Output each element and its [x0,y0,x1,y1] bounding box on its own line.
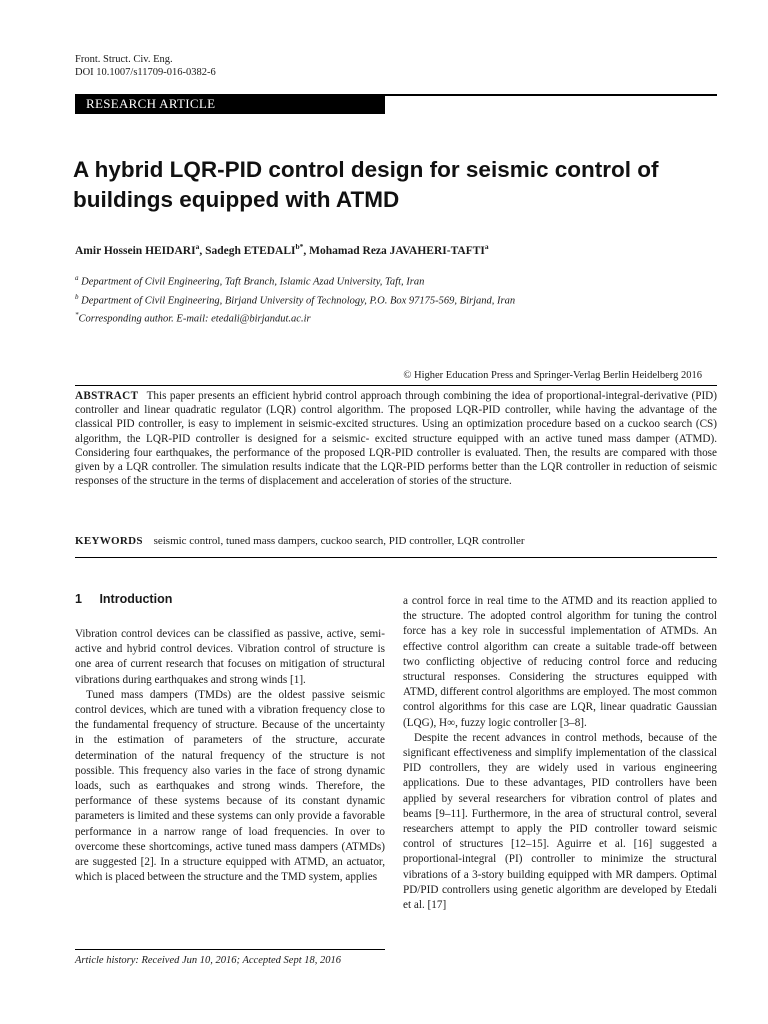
affiliation-text: Department of Civil Engineering, Taft Branch, Islamic Azad University, Taft, Iran [81,276,425,288]
right-column [403,594,717,913]
author-name: Amir Hossein HEIDARI [75,244,196,257]
author-list: Amir Hossein HEIDARI$^a$, Sadegh $ETEDALI^{b*}$, Mohamad Reza JAVAHERI-TAFTI$^a$ [75,242,489,257]
author-sup: a [195,242,200,251]
affiliation-mark: b [75,293,79,301]
keywords-text: seismic control, tuned mass dampers, cuckoo search, PID controller, LQR controller [153,535,525,547]
affiliation-text: Corresponding author. E-mail: etedali@birjandut.ac.ir [78,313,311,325]
abstract [75,389,717,488]
author-sup: a [484,242,489,251]
journal-name: Front. Struct. Civ. Eng. [75,54,173,65]
left-column [75,627,385,885]
author-sup: b* [295,242,304,251]
keywords [75,535,525,547]
doi: DOI 10.1007/s11709-016-0382-6 [75,67,216,78]
paragraph: Despite the recent advances in control methods, because of the significant effectiveness and simplify implementation of the classical PID controllers, they are widely used in various engineering applications. Due to these advantages, PID controllers have been applied by several researchers for vibration control of plates and beams [9–11]. Furthermore, in the area of structural control, several researchers attempt to apply the PID controller toward seismic control of structures [12–15]. Aguirre et al. [16] suggested a proportional-integral (PI) controller to minimize the structural vibrations of a 3-story building equipped with MR dampers. Optimal PD/PID controllers using genetic algorithm are developed by Etedali et al. [17] [403,731,717,912]
paragraph: Tuned mass dampers (TMDs) are the oldest passive seismic control devices, which are tuned with a vibration frequency close to the fundamental frequency of structure. Because of the uncertainty in the estimation of parameters of the structure, accurate determination of the natural frequency of the structure is not possible. This frequency also varies in the face of strong dynamic loads, such as earthquakes and strong winds. Therefore, the performance of these systems because of its constant dynamic parameters is limited and these systems can only provide a favorable performance in a narrow range of load frequencies. In over to overcome these shortcomings, active tuned mass dampers (ATMDs) are suggested [2]. In a structure equipped with ATMD, an actuator, which is placed between the structure and the TMD system, applies [75,688,385,884]
section-heading [75,592,172,606]
section-number: 1 [75,592,82,606]
section-title: Introduction [99,592,173,606]
abstract-text: This paper presents an efficient hybrid control approach through combining the idea of proportional-integral-derivative (PID) controller and linear quadratic regulator (LQR) control algorithm. The proposed LQR-PID controller, while having the advantage of the classical PID controller, is easy to implement in seismic-excited structures. Using an optimization procedure based on a cuckoo search (CS) algorithm, the LQR-PID controller is designed for a seismic- excited structure equipped with an active tuned mass damper (ATMD). Considering four earthquakes, the performance of the proposed LQR-PID controller is evaluated. Then, the results are compared with those given by a LQR controller. The simulation results indicate that the LQR-PID performs better than the LQR controller in reduction of seismic responses of the structure in the terms of displacement and acceleration of stories of the structure. [75,390,717,488]
author-name: Mohamad Reza JAVAHERI-TAFTI [309,244,485,257]
abstract-top-rule [75,385,717,386]
abstract-label: ABSTRACT [75,390,139,402]
journal-header [75,53,216,79]
affiliation-mark: a [75,274,79,282]
affiliation [75,308,311,327]
paper-title: A hybrid LQR-PID control design for seismic control of buildings equipped with ATMD [73,157,659,212]
affiliation [75,290,515,309]
header-rule [385,94,717,96]
paragraph: Vibration control devices can be classified as passive, active, semi-active and hybrid control devices. Vibration control of structure is one area of current research that focuses on mitigation of structural vibrations during earthquakes and strong winds [1]. [75,628,385,686]
keywords-bottom-rule [75,557,717,558]
affiliation-mark: * [75,311,79,319]
keywords-label: KEYWORDS [75,535,143,547]
article-type-banner: RESEARCH ARTICLE [75,94,385,114]
footnote-rule [75,949,385,950]
affiliation [75,271,424,290]
paragraph: a control force in real time to the ATMD and its reaction applied to the structure. The adopted control algorithm for tuning the control force has a key role in successful implementation of ATMDs. An effective control algorithm can create a suitable trade-off between two conflicting objective of reducing control force and reducing structural responses. Considering the structures equipped with ATMD, different control algorithms are employed. The most common control algorithms for this case are LQR, linear quadratic Gaussian (LQG), H∞, fuzzy logic controller [3–8]. [403,595,717,729]
affiliation-text: Department of Civil Engineering, Birjand University of Technology, P.O. Box 97175-569, Birjand, Iran [81,295,516,307]
copyright: © Higher Education Press and Springer-Verlag Berlin Heidelberg 2016 [403,370,702,381]
article-history: Article history: Received Jun 10, 2016; Accepted Sept 18, 2016 [75,955,342,966]
author-name: Sadegh ETEDALI [205,244,296,257]
